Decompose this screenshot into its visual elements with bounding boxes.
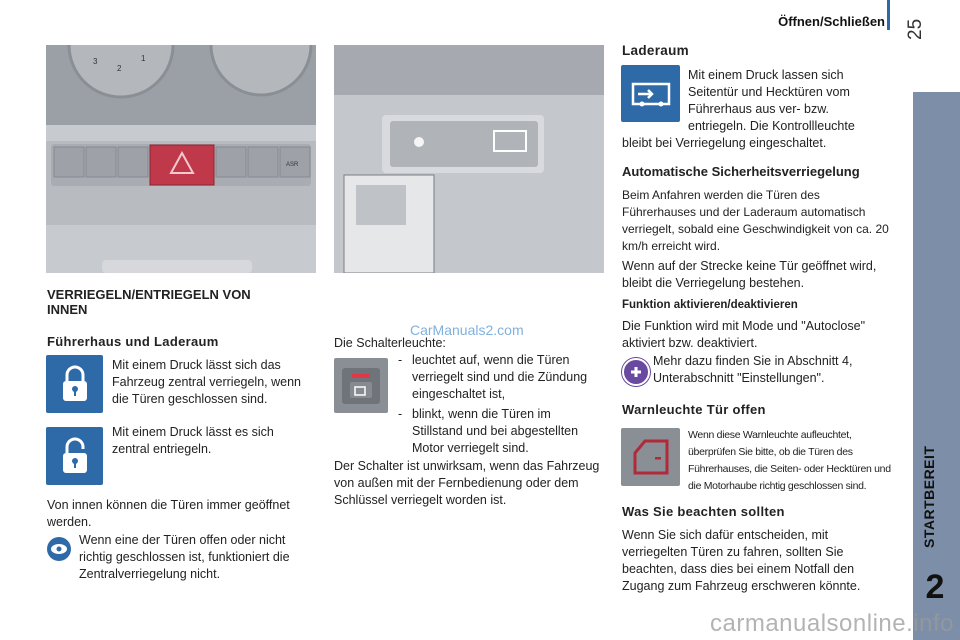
- eye-note-text: Wenn eine der Türen offen oder nicht richtig geschlossen ist, funktioniert die Zentralverriegelung nicht.: [79, 533, 290, 581]
- dashboard-switch-photo: [46, 45, 316, 273]
- auto-lock-text-2: Wenn auf der Strecke keine Tür geöffnet wird, bleibt die Verriegelung bestehen.: [622, 259, 877, 290]
- bullet-dash-2: -: [398, 407, 403, 421]
- watermark-bottom: carmanualsonline.info: [710, 610, 954, 637]
- dial-number-1: 1: [141, 54, 146, 63]
- chapter-number: 2: [925, 568, 945, 606]
- lock-text: Mit einem Druck lässt sich das Fahrzeug zentral verriegeln, wenn die Türen geschlossen sind.: [112, 358, 301, 406]
- section-title: VERRIEGELN/ENTRIEGELN VON INNEN: [47, 287, 251, 317]
- page-number: 25: [905, 18, 926, 40]
- door-open-warning-icon: [621, 428, 680, 486]
- cargo-switch-illustration: [334, 45, 604, 273]
- laderaum-text-2: bleibt bei Verriegelung eingeschaltet.: [622, 136, 827, 150]
- switch-ineffective-text: Der Schalter ist unwirksam, wenn das Fahrzeug von außen mit der Fernbedienung oder dem Schlüssel verriegelt worden ist.: [334, 459, 600, 507]
- warn-text: Wenn diese Warnleuchte aufleuchtet, überprüfen Sie bitte, ob die Türen des Führerhauses, die Seiten- oder Hecktüren und die Motorhaube richtig geschlossen sind.: [688, 429, 891, 492]
- bullet-dash-1: -: [398, 353, 403, 367]
- funktion-text: Die Funktion wird mit Mode und "Autoclose" aktiviert bzw. deaktiviert.: [622, 319, 866, 350]
- bullet-text-2: blinkt, wenn die Türen im Stillstand und bei abgestellten Motor verriegelt sind.: [412, 407, 579, 455]
- was-text: Wenn Sie sich dafür entscheiden, mit verriegelten Türen zu fahren, sollten Sie beachten, dass dies bei einem Notfall den Zugang zum Fahrzeug erschweren könnte.: [622, 528, 861, 593]
- dial-number-2: 2: [117, 64, 122, 73]
- header-accent-bar: [887, 0, 890, 30]
- plus-info-icon: [622, 358, 650, 386]
- chapter-title: STARTBEREIT: [921, 445, 937, 548]
- unlock-text: Mit einem Druck lässt es sich zentral entriegeln.: [112, 425, 274, 456]
- eye-icon: [47, 537, 71, 561]
- cargo-switch-photo: [334, 45, 604, 273]
- lock-icon: [46, 355, 103, 413]
- funktion-title: Funktion aktivieren/deaktivieren: [622, 299, 798, 311]
- auto-lock-title: Automatische Sicherheitsverriegelung: [622, 164, 860, 179]
- bullet-text-1: leuchtet auf, wenn die Türen verriegelt sind und die Zündung eingeschaltet ist,: [412, 353, 588, 401]
- page-header-title: Öffnen/Schließen: [778, 14, 885, 29]
- subheading-fuehrerhaus: Führerhaus und Laderaum: [47, 334, 219, 349]
- plus-note-text: Mehr dazu finden Sie in Abschnitt 4, Unterabschnitt "Einstellungen".: [653, 354, 853, 385]
- was-title: Was Sie beachten sollten: [622, 504, 785, 519]
- laderaum-title: Laderaum: [622, 43, 689, 58]
- unlock-icon: [46, 427, 103, 485]
- auto-lock-text-1: Beim Anfahren werden die Türen des Führerhauses und der Laderaum automatisch verriegelt, sobald eine Geschwindigkeit von ca. 20 km/h erreicht wird.: [622, 188, 889, 253]
- switch-light-intro: Die Schalterleuchte:: [334, 336, 446, 350]
- switch-light-icon: [334, 358, 388, 413]
- dashboard-switch-illustration: [46, 45, 316, 273]
- asr-label: ASR: [286, 162, 299, 168]
- van-lock-icon: [621, 65, 680, 122]
- chapter-sidebar: [913, 92, 960, 640]
- inside-open-text: Von innen können die Türen immer geöffnet werden.: [47, 498, 290, 529]
- watermark-mid: CarManuals2.com: [410, 322, 524, 338]
- dial-number-3: 3: [93, 57, 98, 66]
- warn-title: Warnleuchte Tür offen: [622, 402, 766, 417]
- laderaum-text-1: Mit einem Druck lassen sich Seitentür und Hecktüren vom Führerhaus aus ver- bzw. entriegeln. Die Kontrollleuchte: [688, 68, 855, 133]
